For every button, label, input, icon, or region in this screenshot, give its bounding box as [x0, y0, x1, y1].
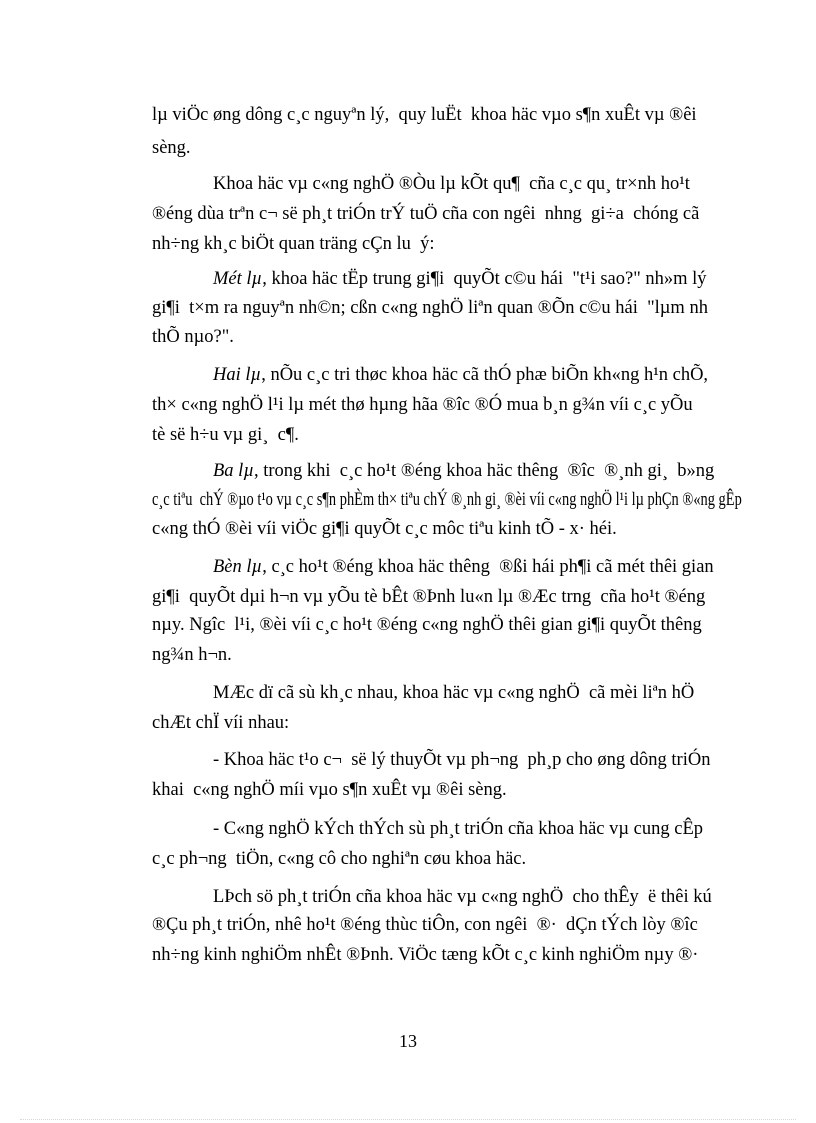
ordinal-lead: Ba lµ — [213, 461, 254, 481]
text-line — [213, 268, 707, 290]
line-text: , c¸c ho¹t ®éng khoa häc thêng ®ßi hái ph¶i cã mét thêi gian — [262, 557, 714, 577]
text-line: th× c«ng nghÖ l¹i lµ mét thø hµng hãa ®îc ®Ó mua b¸n g¾n víi c¸c yÕu — [152, 395, 693, 415]
text-line: ®éng dùa trªn c¬ së ph¸t triÓn trÝ tuÖ cña con ngêi nhng gi÷a chóng cã — [152, 204, 700, 224]
text-line: ng¾n h¬n. — [152, 645, 232, 665]
line-text: , trong khi c¸c ho¹t ®éng khoa häc thêng ®îc ®¸nh gi¸ b»ng — [253, 461, 715, 481]
text-line: lµ viÖc øng dông c¸c nguyªn lý, quy luËt khoa häc vµo s¶n xuÊt vµ ®êi — [152, 105, 697, 125]
text-line: c¸c ph¬ng tiÖn, c«ng cô cho nghiªn cøu khoa häc. — [152, 849, 527, 869]
line-text: , nÕu c¸c tri thøc khoa häc cã thÓ phæ biÕn kh«ng h¹n chÕ, — [261, 365, 709, 385]
line-text: , khoa häc tËp trung gi¶i quyÕt c©u hái "t¹i sao?" nh»m lý — [262, 269, 707, 289]
text-line: ®Çu ph¸t triÓn, nhê ho¹t ®éng thùc tiÔn, con ngêi ®· dÇn tÝch lòy ®îc — [152, 915, 698, 935]
text-line: LÞch sö ph¸t triÓn cña khoa häc vµ c«ng nghÖ cho thÊy ë thêi kú — [213, 887, 712, 907]
text-line — [213, 364, 708, 386]
text-line: nh÷ng kinh nghiÖm nhÊt ®Þnh. ViÖc tæng kÕt c¸c kinh nghiÖm nµy ®· — [152, 945, 699, 965]
ordinal-lead: Hai lµ — [213, 365, 262, 385]
text-line: sèng. — [152, 138, 191, 158]
text-line: khai c«ng nghÖ míi vµo s¶n xuÊt vµ ®êi sèng. — [152, 780, 507, 800]
page-bottom-divider — [20, 1119, 796, 1120]
text-line: c«ng thÓ ®èi víi viÖc gi¶i quyÕt c¸c môc tiªu kinh tÕ - x· héi. — [152, 519, 617, 539]
text-line — [213, 556, 714, 578]
text-line: nh÷ng kh¸c biÖt quan träng cÇn lu ý: — [152, 234, 435, 254]
text-line: MÆc dï cã sù kh¸c nhau, khoa häc vµ c«ng nghÖ cã mèi liªn hÖ — [213, 683, 695, 703]
ordinal-lead: Mét lµ — [213, 269, 263, 289]
ordinal-lead: Bèn lµ — [213, 557, 263, 577]
text-line: Khoa häc vµ c«ng nghÖ ®Òu lµ kÕt qu¶ cña c¸c qu¸ tr×nh ho¹t — [213, 174, 690, 194]
text-line: gi¶i quyÕt dµi h¬n vµ yÕu tè bÊt ®Þnh lu«n lµ ®Æc trng cña ho¹t ®éng — [152, 587, 706, 607]
text-line: chÆt chÏ víi nhau: — [152, 713, 290, 733]
text-line: nµy. Ngîc l¹i, ®èi víi c¸c ho¹t ®éng c«ng nghÖ thêi gian gi¶i quyÕt thêng — [152, 615, 702, 635]
page-number: 13 — [399, 1031, 417, 1051]
text-line: gi¶i t×m ra nguyªn nh©n; cßn c«ng nghÖ liªn quan ®Õn c©u hái "lµm nh — [152, 298, 708, 318]
text-line: c¸c tiªu chÝ ®µo t¹o vµ c¸c s¶n phÈm th× tiªu chÝ ®¸nh gi¸ ®èi víi c«ng nghÖ l¹i lµ phÇn ®«ng gÊp — [152, 490, 742, 510]
text-line: - Khoa häc t¹o c¬ së lý thuyÕt vµ ph¬ng ph¸p cho øng dông triÓn — [213, 750, 711, 770]
text-line: tè së h÷u vµ gi¸ c¶. — [152, 425, 299, 445]
text-line: thÕ nµo?". — [152, 327, 234, 347]
text-line — [213, 460, 714, 482]
text-line: - C«ng nghÖ kÝch thÝch sù ph¸t triÓn cña khoa häc vµ cung cÊp — [213, 819, 704, 839]
